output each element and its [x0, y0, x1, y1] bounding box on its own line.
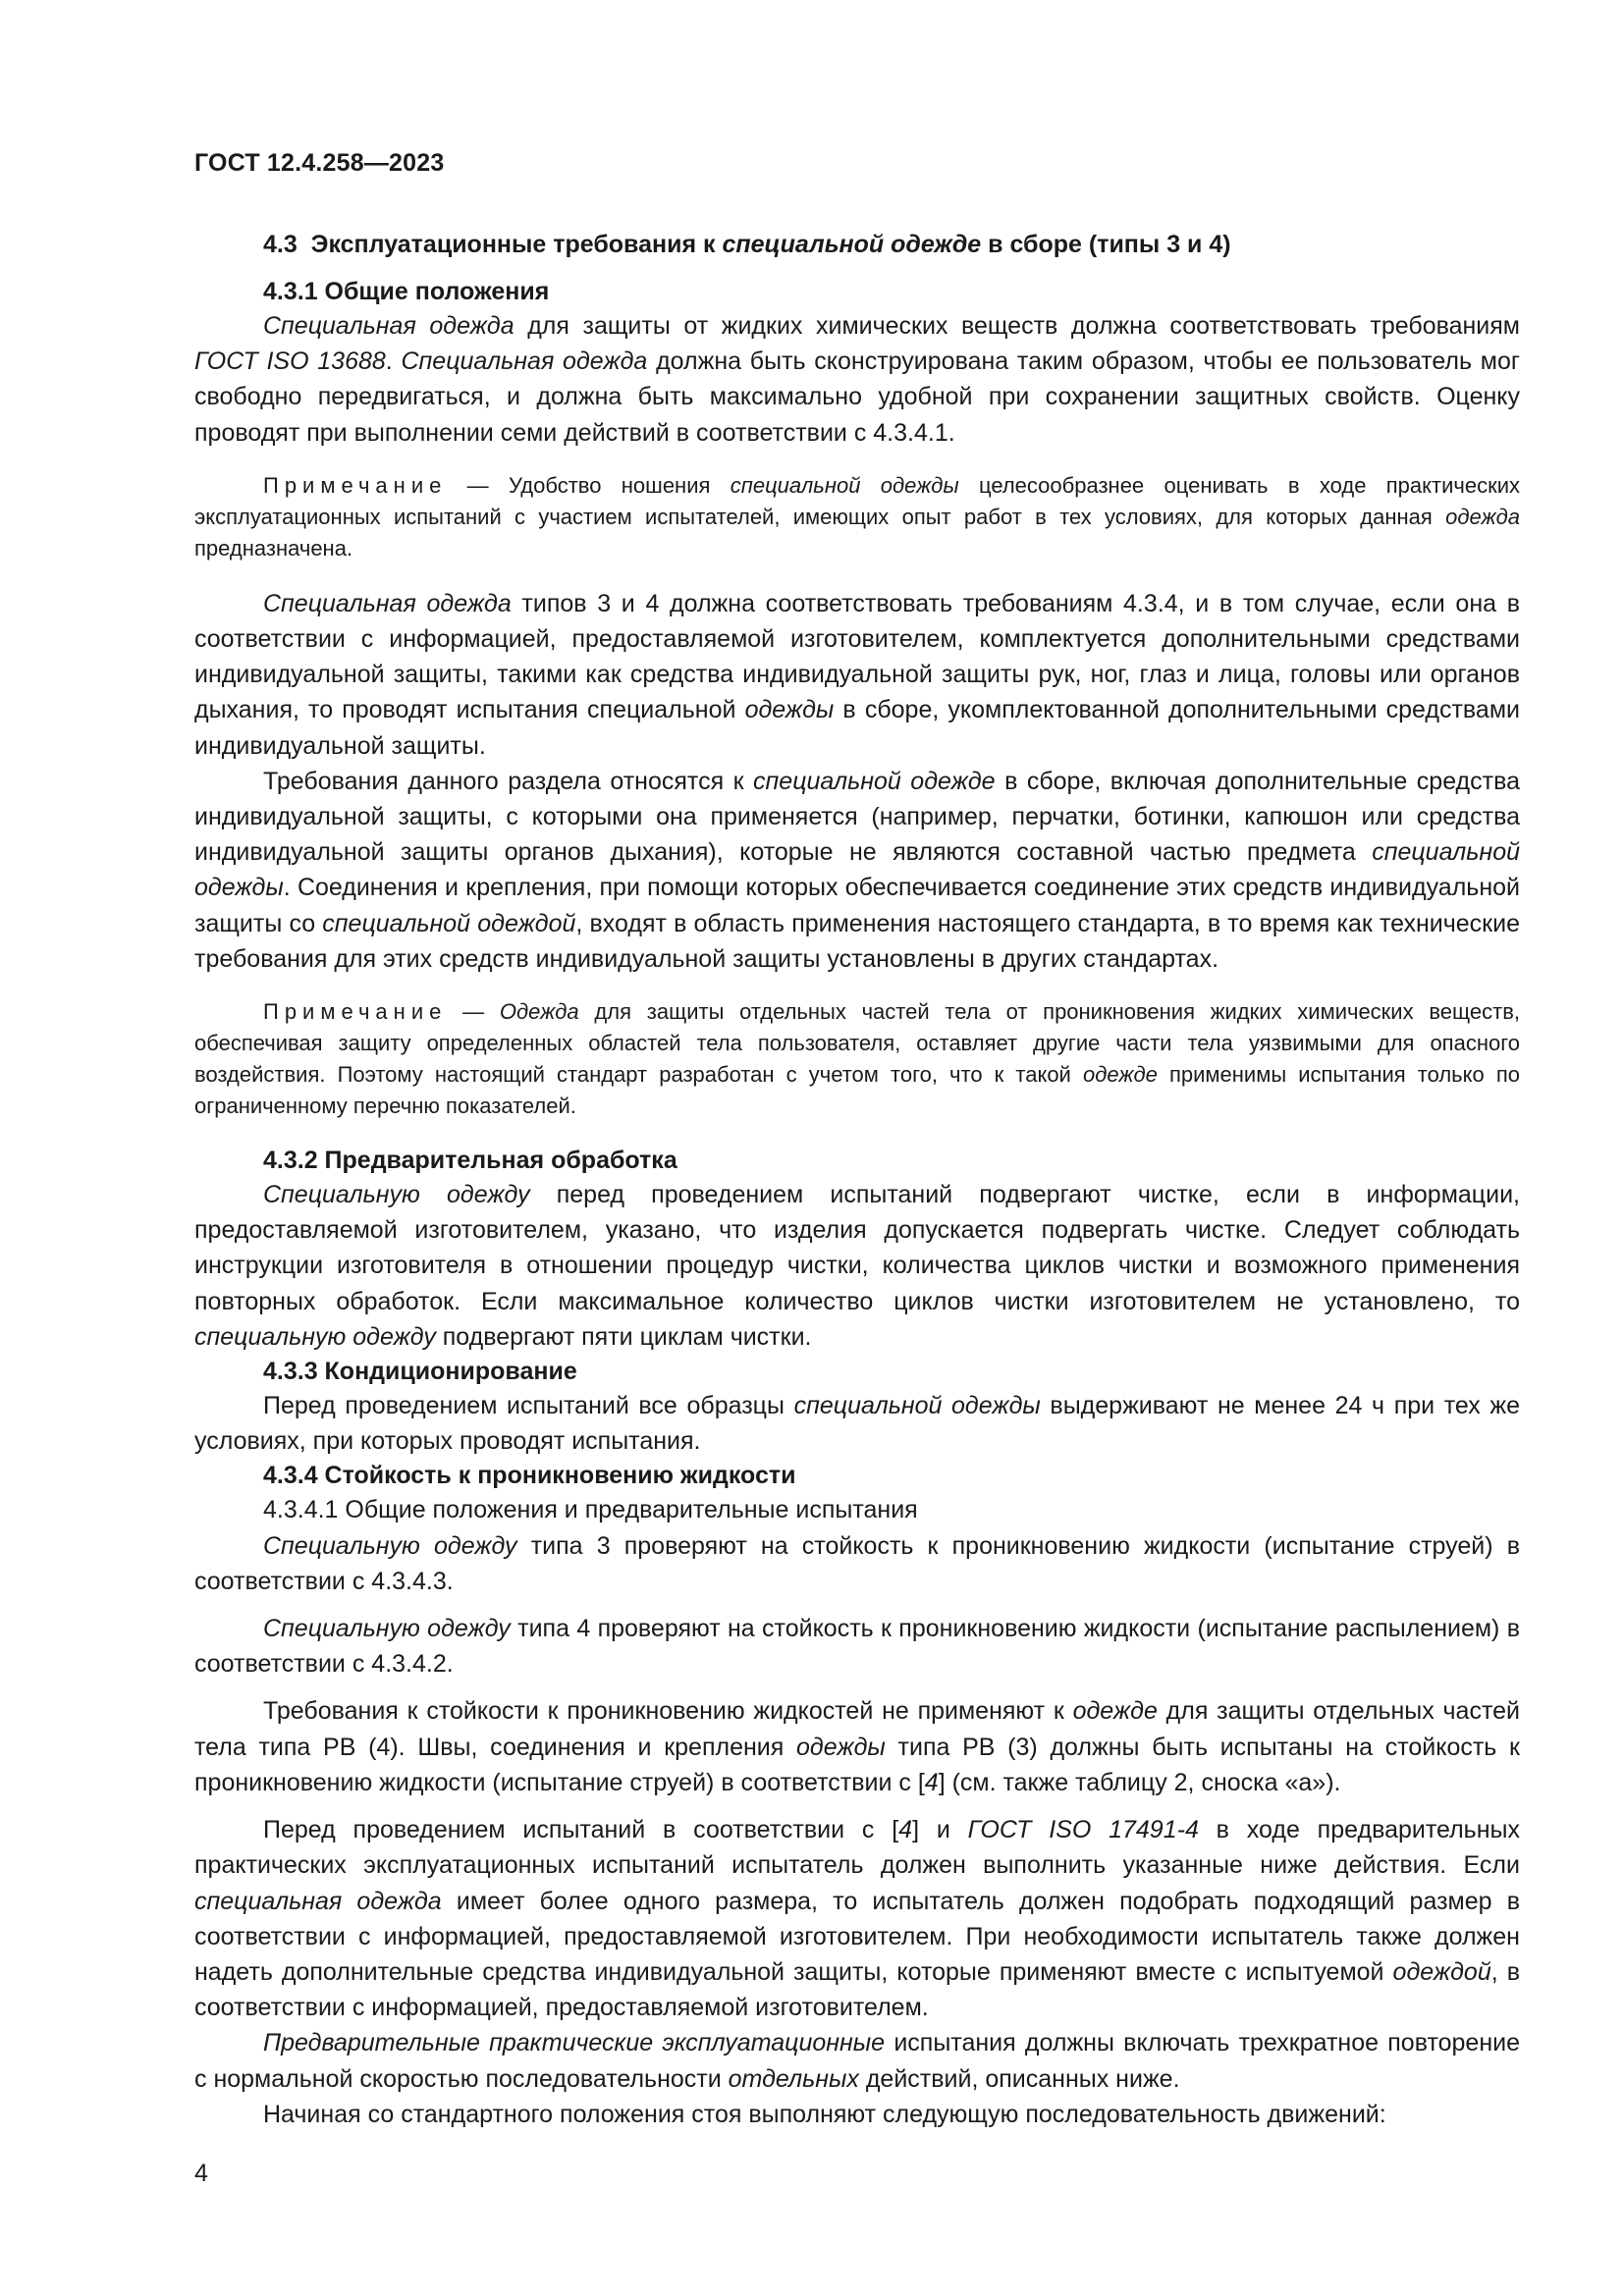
section-heading-4-3-4: 4.3.4 Стойкость к проникновению жидкости [263, 1462, 796, 1490]
section-heading-4-3-1: 4.3.1 Общие положения [263, 278, 550, 305]
paragraph: Специальная одежда типов 3 и 4 должна соответствовать требованиям 4.3.4, и в том случае, если она в соответствии с информацией, предоставляемой изготовителем, комплектуется дополнительными средствами индивидуальной защиты, такими как средства индивидуальной защиты рук, ног, глаз и лица, головы или органов дыхания, то проводят испытания специальной одежды в сборе, укомплектованной дополнительными средствами индивидуальной защиты. [194, 589, 1520, 760]
paragraph: Специальную одежду перед проведением испытаний подвергают чистке, если в информации, предоставляемой изготовителем, указано, что изделия допускается подвергать чистке. Следует соблюдать инструкции изготовителя в отношении процедур чистки, количества циклов чистки и возможного применения повторных обработок. Если максимальное количество циклов чистки изготовителем не установлено, то специальную одежду подвергают пяти циклам чистки. [194, 1181, 1520, 1351]
note: Примечание — Удобство ношения специальной одежды целесообразнее оценивать в ходе практических эксплуатационных испытаний с участием испытателей, имеющих опыт работ в тех условиях, для которых данная одежда предназначена. [194, 472, 1520, 561]
paragraph: Специальную одежду типа 3 проверяют на стойкость к проникновению жидкости (испытание струей) в соответствии с 4.3.4.3. [194, 1531, 1520, 1595]
paragraph: Требования данного раздела относятся к специальной одежде в сборе, включая дополнительные средства индивидуальной защиты, с которыми она применяется (например, перчатки, ботинки, капюшон или средства индивидуальной защиты органов дыхания), которые не являются составной частью предмета специальной одежды. Соединения и крепления, при помощи которых обеспечивается соединение этих средств индивидуальной защиты со специальной одеждой, входят в область применения настоящего стандарта, в то время как технические требования для этих средств индивидуальной защиты установлены в других стандартах. [194, 767, 1520, 973]
paragraph: Перед проведением испытаний в соответствии с [4] и ГОСТ ISO 17491-4 в ходе предварительных практических эксплуатационных испытаний испытатель должен выполнить указанные ниже действия. Если специальная одежда имеет более одного размера, то испытатель должен подобрать подходящий размер в соответствии с информацией, предоставляемой изготовителем. При необходимости испытатель также должен надеть дополнительные средства индивидуальной защиты, которые применяют вместе с испытуемой одеждой, в соответствии с информацией, предоставляемой изготовителем. [194, 1816, 1520, 2022]
paragraph: Специальную одежду типа 4 проверяют на стойкость к проникновению жидкости (испытание распылением) в соответствии с 4.3.4.2. [194, 1615, 1521, 1679]
subsection-title: 4.3.4.1 Общие положения и предварительные испытания [263, 1496, 918, 1524]
paragraph: Начиная со стандартного положения стоя выполняют следующую последовательность движений: [263, 2100, 1386, 2128]
page-number: 4 [194, 2160, 208, 2187]
note: Примечание — Одежда для защиты отдельных частей тела от проникновения жидких химических веществ, обеспечивая защиту определенных областей тела пользователя, оставляет другие части тела уязвимыми для опасного воздействия. Поэтому настоящий стандарт разработан с учетом того, что к такой одежде применимы испытания только по ограниченному перечню показателей. [194, 999, 1520, 1119]
paragraph: Предварительные практические эксплуатационные испытания должны включать трехкратное повторение с нормальной скоростью последовательности отдельных действий, описанных ниже. [194, 2029, 1521, 2093]
section-heading-4-3-3: 4.3.3 Кондиционирование [263, 1358, 577, 1386]
section-heading-4-3-2: 4.3.2 Предварительная обработка [263, 1147, 677, 1175]
document-header: ГОСТ 12.4.258—2023 [194, 149, 445, 177]
paragraph: Перед проведением испытаний все образцы специальной одежды выдерживают не менее 24 ч при тех же условиях, при которых проводят испытания. [194, 1392, 1521, 1456]
paragraph: Требования к стойкости к проникновению жидкостей не применяют к одежде для защиты отдельных частей тела типа PB (4). Швы, соединения и крепления одежды типа PB (3) должны быть испытаны на стойкость к проникновению жидкости (испытание струей) в соответствии с [4] (см. также таблицу 2, сноска «а»). [194, 1697, 1521, 1796]
page-content [194, 226, 1520, 2132]
section-heading-4-3: 4.3 Эксплуатационные требования к специальной одежде в сборе (типы 3 и 4) [263, 231, 1231, 258]
paragraph: Специальная одежда для защиты от жидких химических веществ должна соответствовать требованиям ГОСТ ISO 13688. Специальная одежда должна быть сконструирована таким образом, чтобы ее пользователь мог свободно передвигаться, и должна быть максимально удобной при сохранении защитных свойств. Оценку проводят при выполнении семи действий в соответствии с 4.3.4.1. [194, 312, 1521, 447]
